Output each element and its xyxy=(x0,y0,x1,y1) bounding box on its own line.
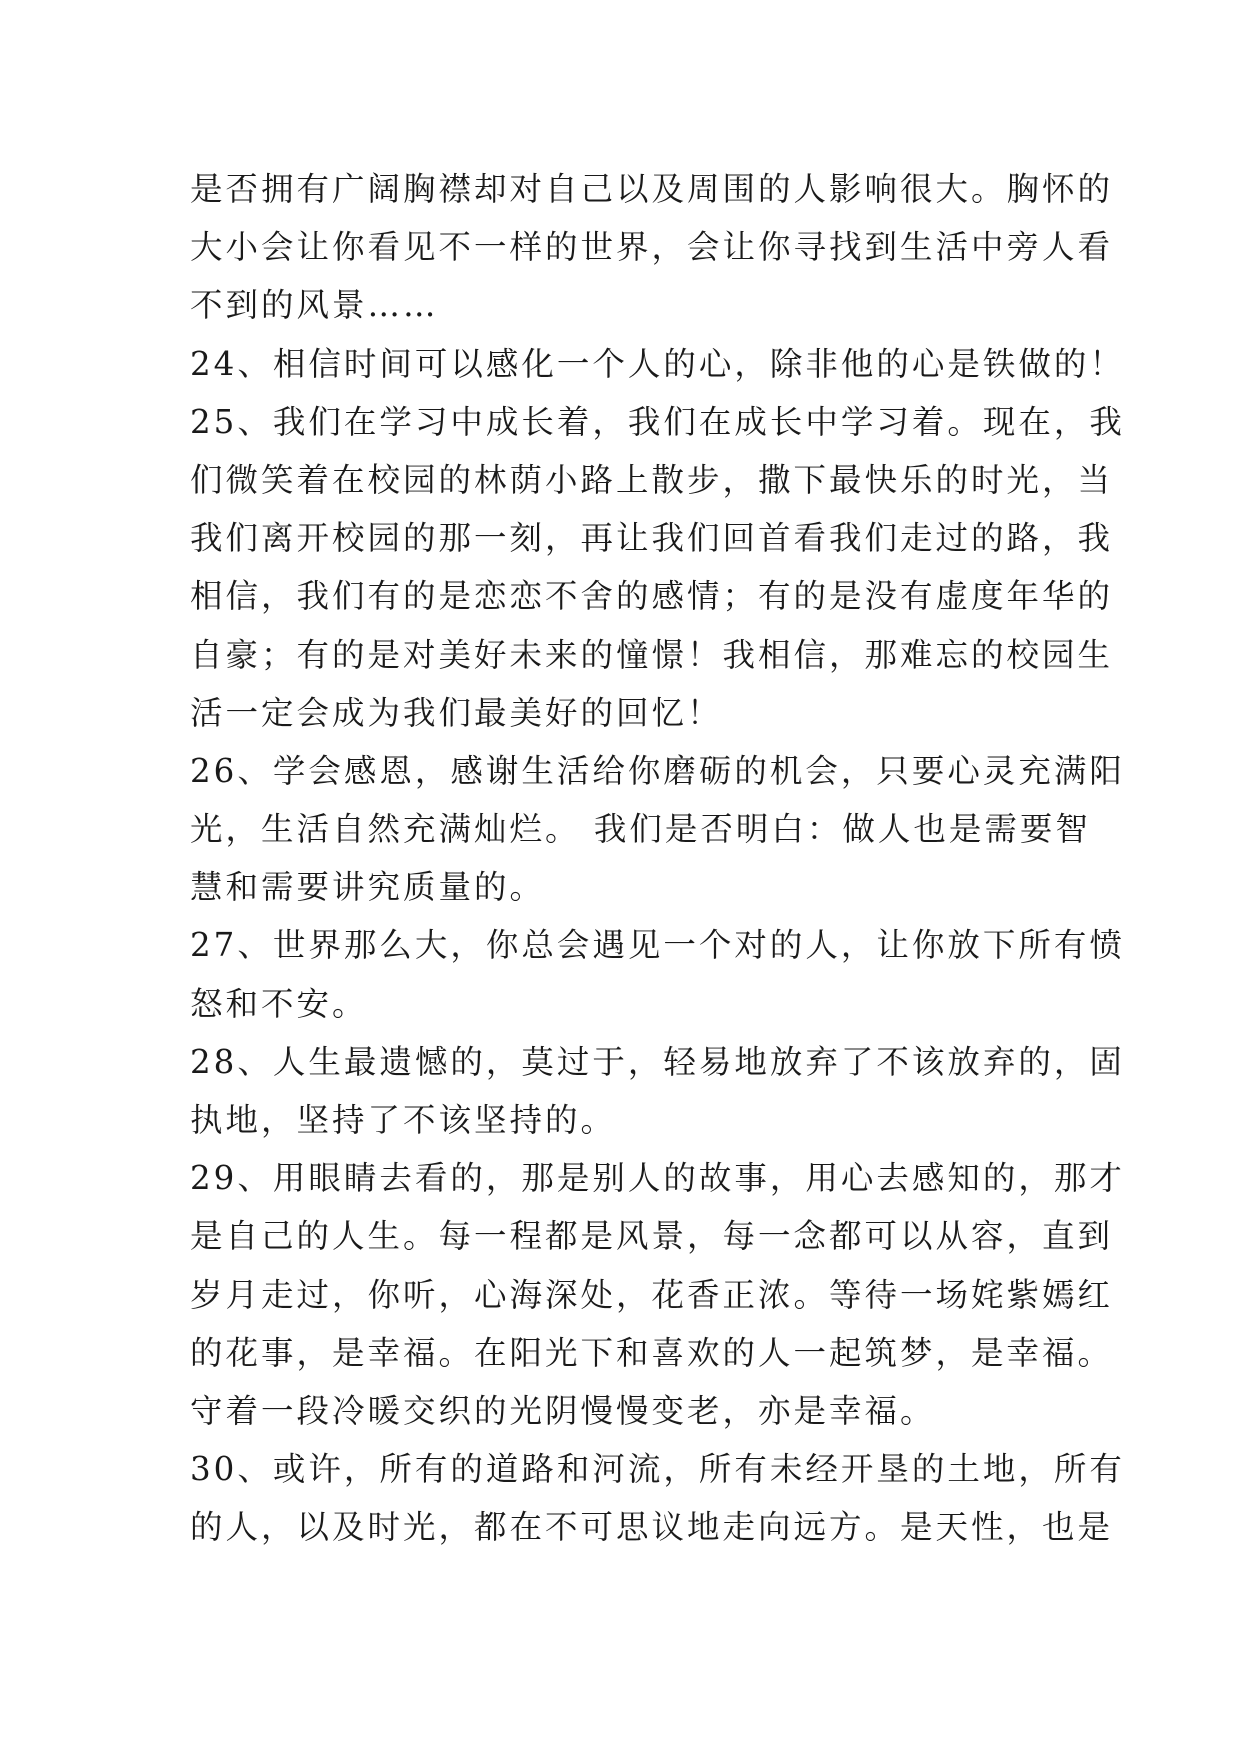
text-line: 29、用眼睛去看的，那是别人的故事，用心去感知的，那才 xyxy=(190,1159,1125,1198)
text-line: 的花事，是幸福。在阳光下和喜欢的人一起筑梦，是幸福。 xyxy=(190,1333,1114,1372)
text-line: 光，生活自然充满灿烂。 我们是否明白：做人也是需要智 xyxy=(190,810,1091,849)
text-line: 的人，以及时光，都在不可思议地走向远方。是天性，也是 xyxy=(190,1508,1114,1547)
text-line: 自豪；有的是对美好未来的憧憬！我相信，那难忘的校园生 xyxy=(190,635,1114,674)
text-line: 怒和不安。 xyxy=(190,984,368,1023)
text-line: 们微笑着在校园的林荫小路上散步，撒下最快乐的时光，当 xyxy=(190,460,1114,499)
text-line: 是否拥有广阔胸襟却对自己以及周围的人影响很大。胸怀的 xyxy=(190,170,1114,208)
text-line: 27、世界那么大，你总会遇见一个对的人，让你放下所有愤 xyxy=(190,926,1125,965)
text-line: 我们离开校园的那一刻，再让我们回首看我们走过的路，我 xyxy=(190,519,1114,558)
text-line: 25、我们在学习中成长着，我们在成长中学习着。现在，我 xyxy=(190,402,1125,441)
document-body xyxy=(190,160,1125,1557)
text-line: 30、或许，所有的道路和河流，所有未经开垦的土地，所有 xyxy=(190,1450,1125,1489)
text-line: 大小会让你看见不一样的世界，会让你寻找到生活中旁人看 xyxy=(190,228,1114,267)
text-line: 24、相信时间可以感化一个人的心，除非他的心是铁做的！ xyxy=(190,344,1125,383)
text-line: 岁月走过，你听，心海深处，花香正浓。等待一场姹紫嫣红 xyxy=(190,1275,1114,1314)
text-line: 26、学会感恩，感谢生活给你磨砺的机会，只要心灵充满阳 xyxy=(190,751,1125,790)
text-line: 守着一段冷暖交织的光阴慢慢变老，亦是幸福。 xyxy=(190,1391,936,1430)
text-line: 是自己的人生。每一程都是风景，每一念都可以从容，直到 xyxy=(190,1217,1114,1256)
text-line: 28、人生最遗憾的，莫过于，轻易地放弃了不该放弃的，固 xyxy=(190,1042,1125,1081)
text-line: 慧和需要讲究质量的。 xyxy=(190,868,546,907)
text-line: 相信，我们有的是恋恋不舍的感情；有的是没有虚度年华的 xyxy=(190,577,1114,616)
text-line: 执地，坚持了不该坚持的。 xyxy=(190,1101,617,1139)
text-line: 活一定会成为我们最美好的回忆！ xyxy=(190,693,723,732)
text-line: 不到的风景…… xyxy=(190,286,439,325)
